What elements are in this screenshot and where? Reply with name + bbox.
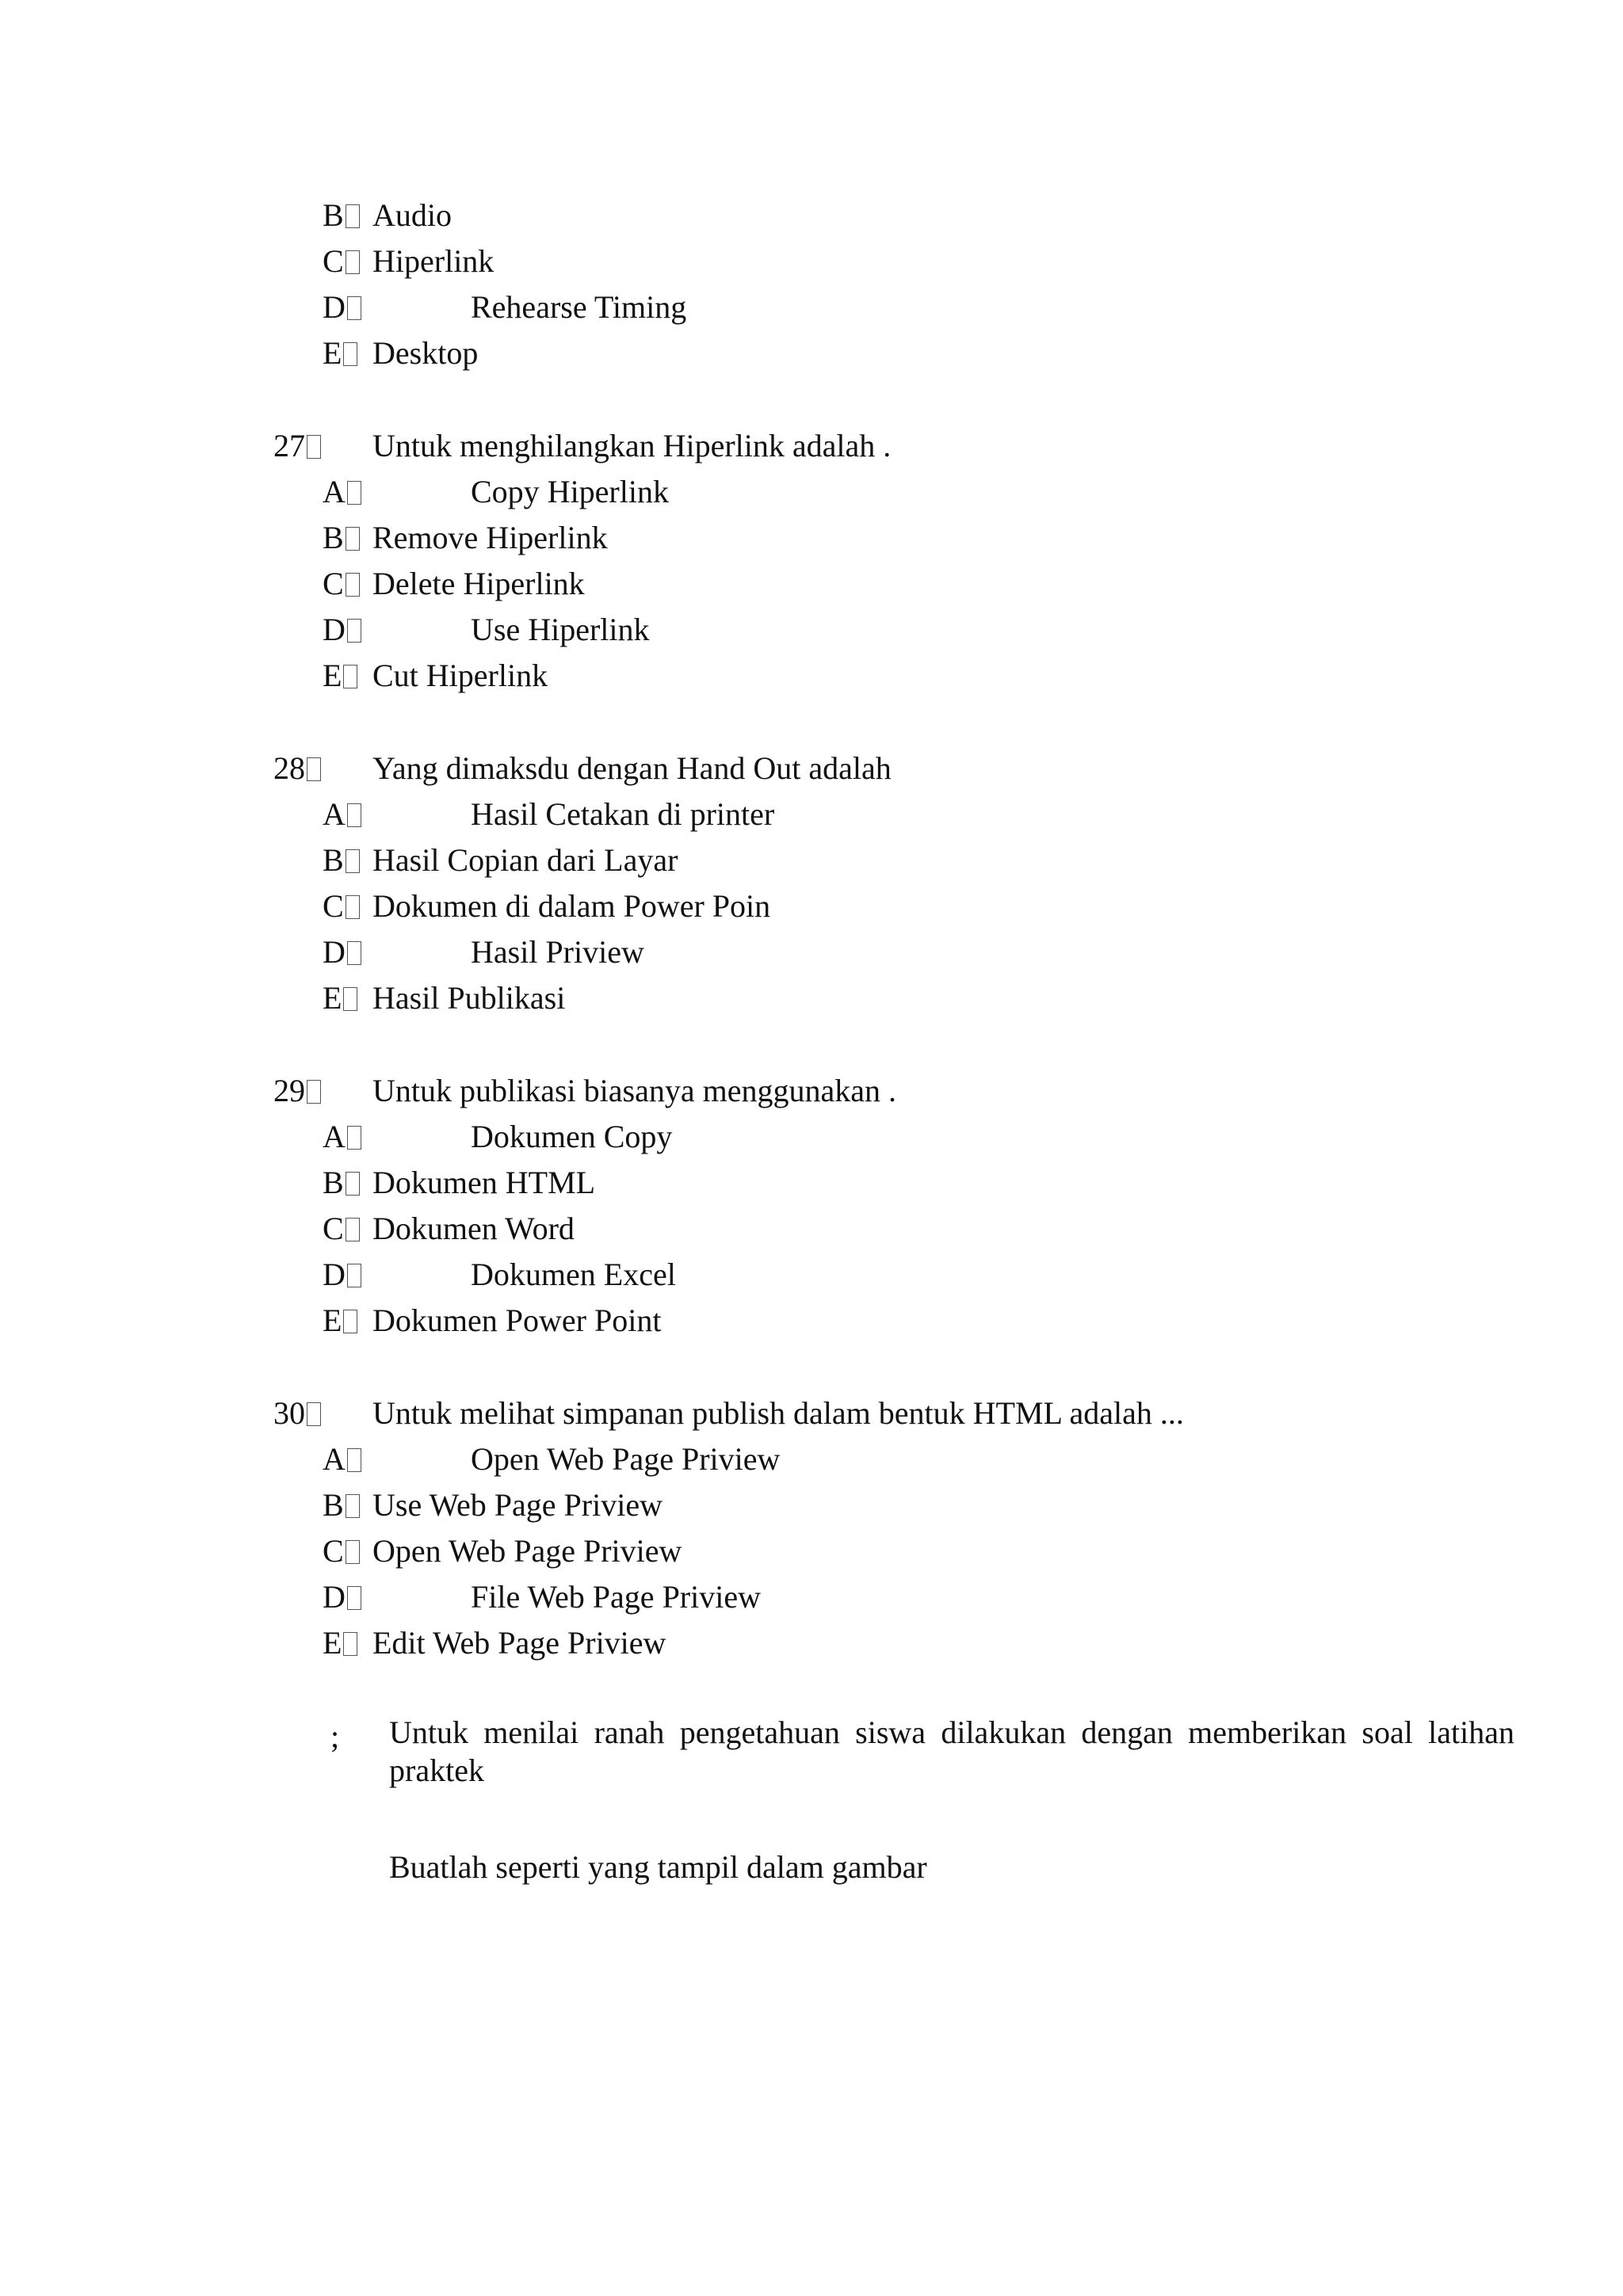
option-letter: D <box>323 612 346 647</box>
missing-glyph-box <box>346 1494 360 1518</box>
missing-glyph-box <box>347 803 361 827</box>
option-text: Dokumen Excel <box>471 1257 676 1292</box>
question-text: Untuk publikasi biasanya menggunakan . <box>372 1073 896 1108</box>
option-text: Desktop <box>372 335 479 371</box>
option-letter: A <box>323 1119 346 1154</box>
option-text: File Web Page Priview <box>471 1579 761 1615</box>
option-letter: D <box>323 289 346 325</box>
option-text: Hasil Publikasi <box>372 980 566 1016</box>
missing-glyph-box <box>307 435 321 459</box>
missing-glyph-box <box>347 941 361 965</box>
missing-glyph-box <box>343 1310 357 1333</box>
option-letter: A <box>323 1441 346 1477</box>
missing-glyph-box <box>346 1218 360 1241</box>
missing-glyph-box <box>343 987 357 1011</box>
option-text: Use Web Page Priview <box>372 1487 663 1523</box>
option-letter: C <box>323 888 344 924</box>
missing-glyph-box <box>347 1448 361 1472</box>
option-text: Hiperlink <box>372 243 495 279</box>
option-letter: C <box>323 1211 344 1246</box>
missing-glyph-box <box>346 895 360 919</box>
option-text: Delete Hiperlink <box>372 566 585 601</box>
missing-glyph-box <box>347 481 361 505</box>
option-text: Cut Hiperlink <box>372 658 548 693</box>
missing-glyph-box <box>346 849 360 873</box>
option-text: Edit Web Page Priview <box>372 1625 666 1661</box>
option-letter: A <box>323 474 346 509</box>
missing-glyph-box <box>347 296 361 320</box>
option-text: Remove Hiperlink <box>372 520 608 555</box>
option-letter: B <box>323 197 344 233</box>
missing-glyph-box <box>307 1402 321 1426</box>
option-text: Hasil Priview <box>471 934 644 970</box>
missing-glyph-box <box>346 250 360 274</box>
question-text: Untuk melihat simpanan publish dalam bentuk HTML adalah ... <box>372 1395 1184 1431</box>
question-number: 30 <box>273 1395 305 1431</box>
missing-glyph-box <box>343 665 357 688</box>
option-text: Open Web Page Priview <box>471 1441 781 1477</box>
missing-glyph-box <box>346 1172 360 1196</box>
option-text: Dokumen HTML <box>372 1165 596 1200</box>
option-text: Audio <box>372 197 452 233</box>
option-text: Dokumen Power Point <box>372 1302 662 1338</box>
option-letter: E <box>323 658 342 693</box>
option-text: Use Hiperlink <box>471 612 650 647</box>
missing-glyph-box <box>346 527 360 551</box>
question-text: Yang dimaksdu dengan Hand Out adalah <box>372 750 892 786</box>
missing-glyph-box <box>343 342 357 366</box>
missing-glyph-box <box>307 1080 321 1104</box>
instruction-text: Buatlah seperti yang tampil dalam gambar <box>389 1849 927 1885</box>
option-letter: B <box>323 842 344 878</box>
option-letter: A <box>323 796 346 832</box>
option-letter: E <box>323 1302 342 1338</box>
option-letter: D <box>323 934 346 970</box>
option-text: Copy Hiperlink <box>471 474 669 509</box>
option-letter: D <box>323 1257 346 1292</box>
missing-glyph-box <box>307 757 321 781</box>
missing-glyph-box <box>346 573 360 597</box>
question-text: Untuk menghilangkan Hiperlink adalah . <box>372 428 892 463</box>
option-letter: C <box>323 566 344 601</box>
missing-glyph-box <box>347 1586 361 1610</box>
missing-glyph-box <box>347 619 361 643</box>
option-text: Dokumen Word <box>372 1211 575 1246</box>
question-number: 28 <box>273 750 305 786</box>
option-letter: E <box>323 980 342 1016</box>
option-text: Dokumen di dalam Power Poin <box>372 888 771 924</box>
option-text: Hasil Cetakan di printer <box>471 796 775 832</box>
option-letter: B <box>323 520 344 555</box>
option-letter: C <box>323 243 344 279</box>
missing-glyph-box <box>343 1632 357 1656</box>
option-letter: B <box>323 1487 344 1523</box>
option-letter: C <box>323 1533 344 1569</box>
option-letter: D <box>323 1579 346 1615</box>
note-text: Untuk menilai ranah pengetahuan siswa dilakukan dengan memberikan soal latihan praktek <box>389 1714 1514 1788</box>
question-number: 27 <box>273 428 305 463</box>
option-text: Hasil Copian dari Layar <box>372 842 678 878</box>
option-text: Dokumen Copy <box>471 1119 673 1154</box>
missing-glyph-box <box>346 204 360 228</box>
note-marker: ; <box>330 1718 340 1754</box>
option-text: Open Web Page Priview <box>372 1533 682 1569</box>
question-number: 29 <box>273 1073 305 1108</box>
option-letter: E <box>323 1625 342 1661</box>
option-letter: E <box>323 335 342 371</box>
missing-glyph-box <box>347 1126 361 1150</box>
option-text: Rehearse Timing <box>471 289 687 325</box>
option-letter: B <box>323 1165 344 1200</box>
missing-glyph-box <box>347 1264 361 1287</box>
missing-glyph-box <box>346 1540 360 1564</box>
